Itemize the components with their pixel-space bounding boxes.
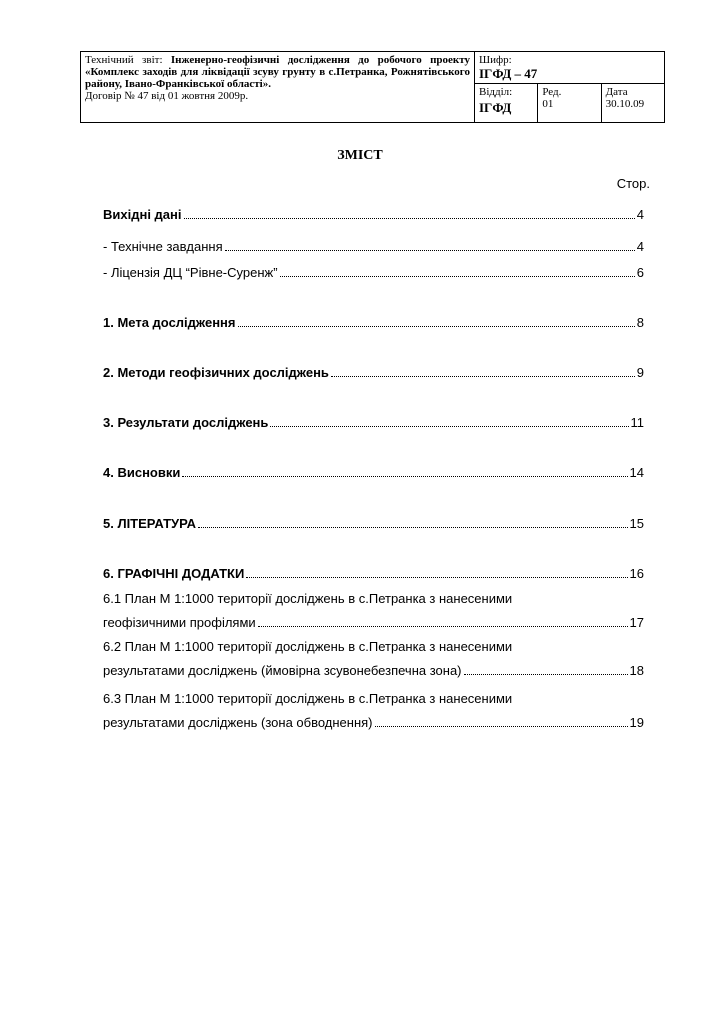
toc-label: 5. ЛІТЕРАТУРА xyxy=(103,516,197,531)
toc-entry xyxy=(103,414,644,432)
toc-label: результатами досліджень (зона обводнення) xyxy=(103,715,373,730)
toc-page: 18 xyxy=(629,663,644,678)
toc-entry xyxy=(103,515,644,533)
toc-entry xyxy=(103,565,644,583)
cipher-cell xyxy=(475,52,665,84)
edition-cell xyxy=(538,84,601,123)
toc-label: 1. Мета дослідження xyxy=(103,315,236,330)
toc-page: 4 xyxy=(636,239,644,254)
edition-label: Ред. xyxy=(542,86,562,98)
edition-value: 01 xyxy=(542,98,554,110)
dept-label: Відділ: xyxy=(479,86,513,98)
report-description xyxy=(81,52,475,123)
toc-leader xyxy=(238,325,635,327)
title-block xyxy=(80,51,665,123)
toc-page: 6 xyxy=(636,265,644,280)
toc-page: 15 xyxy=(629,516,644,531)
toc-page: 16 xyxy=(629,566,644,581)
toc-page: 9 xyxy=(636,365,644,380)
toc-leader xyxy=(184,217,635,219)
toc-entry xyxy=(103,614,644,632)
report-type: Технічний звіт: xyxy=(85,54,171,66)
date-label: Дата xyxy=(605,86,628,98)
toc-page: 14 xyxy=(629,465,644,480)
contract-info: Договір № 47 від 01 жовтня 2009р. xyxy=(85,90,249,102)
toc-entry xyxy=(103,264,644,282)
toc-entry-line1: 6.2 План М 1:1000 території досліджень в с.Петранка з нанесеними xyxy=(103,639,513,654)
toc-leader xyxy=(258,625,628,627)
toc-entry xyxy=(103,714,644,732)
toc-page: 4 xyxy=(636,207,644,222)
page-column-label: Стор. xyxy=(616,176,650,191)
toc-leader xyxy=(464,673,628,675)
toc-label: результатами досліджень (ймовірна зсувонебезпечна зона) xyxy=(103,663,462,678)
toc-page: 17 xyxy=(629,615,644,630)
toc-entry xyxy=(103,314,644,332)
dept-value: ІГФД xyxy=(479,100,512,115)
toc-entry xyxy=(103,662,644,680)
toc-leader xyxy=(246,576,627,578)
toc-label: - Ліцензія ДЦ “Рівне-Суренж” xyxy=(103,265,278,280)
toc-leader xyxy=(225,249,635,251)
toc-entry xyxy=(103,464,644,482)
toc-entry-line1: 6.3 План М 1:1000 території досліджень в с.Петранка з нанесеними xyxy=(103,691,513,706)
toc-label: Вихідні дані xyxy=(103,207,182,222)
toc-label: - Технічне завдання xyxy=(103,239,223,254)
toc-leader xyxy=(270,425,628,427)
report-title: Інженерно-геофізичні дослідження до робочого проекту «Комплекс заходів для ліквідації зсуву грунту в с.Петранка, Рожнятівського району, Івано-Франківської області». xyxy=(85,54,470,90)
toc-entry xyxy=(103,238,644,256)
toc-label: 6. ГРАФІЧНІ ДОДАТКИ xyxy=(103,566,245,581)
toc-leader xyxy=(331,375,635,377)
toc-leader xyxy=(182,475,627,477)
toc-label: 3. Результати досліджень xyxy=(103,415,269,430)
toc-entry xyxy=(103,364,644,382)
date-cell xyxy=(601,84,664,123)
date-value: 30.10.09 xyxy=(605,98,645,110)
toc-page: 8 xyxy=(636,315,644,330)
toc-label: геофізичними профілями xyxy=(103,615,256,630)
cipher-label: Шифр: xyxy=(479,54,512,66)
toc-entry-line1: 6.1 План М 1:1000 території досліджень в с.Петранка з нанесеними xyxy=(103,591,513,606)
page-title: ЗМІСТ xyxy=(337,148,383,163)
toc-leader xyxy=(375,725,628,727)
toc-page: 19 xyxy=(629,715,644,730)
cipher-value: ІГФД – 47 xyxy=(479,66,538,81)
toc-label: 2. Методи геофізичних досліджень xyxy=(103,365,329,380)
toc-leader xyxy=(198,526,628,528)
dept-cell xyxy=(475,84,538,123)
toc-page: 11 xyxy=(630,415,644,430)
toc-label: 4. Висновки xyxy=(103,465,181,480)
toc-leader xyxy=(280,275,635,277)
toc-entry xyxy=(103,206,644,224)
